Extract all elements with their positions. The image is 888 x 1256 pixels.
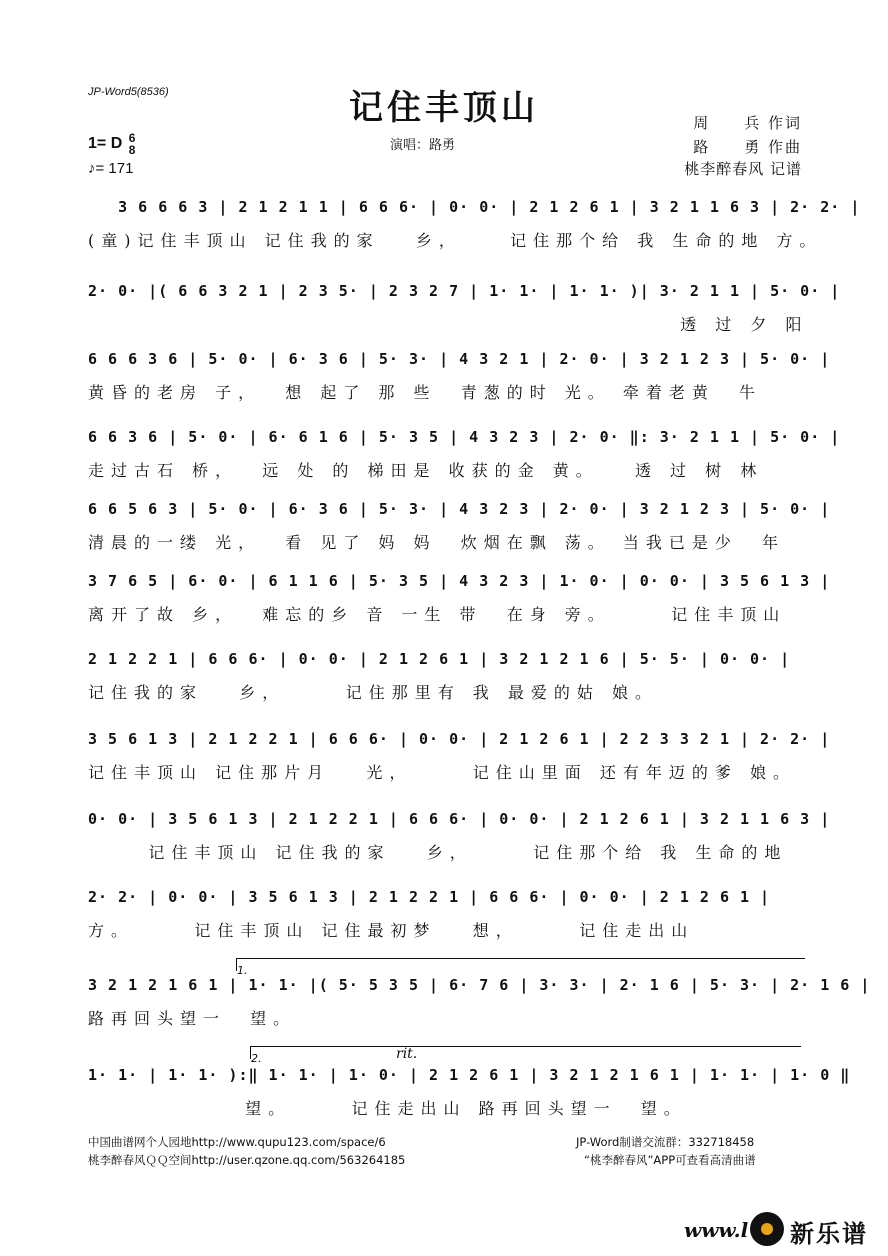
lyrics-line: 透 过 夕 阳 [88, 315, 809, 334]
lyrics-line: (童)记住丰顶山 记住我的家 乡， 记住那个给 我 生命的地 方。 [88, 231, 823, 250]
lyrics-line: 记住我的家 乡， 记住那里有 我 最爱的姑 娘。 [88, 683, 658, 702]
key-label: 1= D [88, 135, 123, 153]
jianpu-notes: 2· 0· |( 6 6 3 2 1 | 2 3 5· | 2 3 2 7 | 1· 1· | 1· 1· )| 3· 2 1 1 | 5· 0· | [88, 282, 841, 300]
score-row [88, 350, 831, 414]
lyrics-line: 黄昏的老房 子， 想 起了 那 些 青葱的时 光。 牵着老黄 牛 [88, 383, 763, 402]
lyrics-line: 望。 记住走出山 路再回头望一 望。 [88, 1099, 687, 1118]
lyrics-line: 方。 记住丰顶山 记住最初梦 想， 记住走出山 [88, 921, 695, 940]
transcriber-credit: 桃李醉春风 记谱 [684, 160, 802, 178]
key-signature [88, 132, 135, 156]
score-row [88, 730, 831, 794]
jianpu-notes: 2· 2· | 0· 0· | 3 5 6 1 3 | 2 1 2 2 1 | 6 6 6· | 0· 0· | 2 1 2 6 1 | [88, 888, 771, 906]
jianpu-notes: 1· 1· | 1· 1· ):‖ 1· 1· | 1· 0· | 2 1 2 6 1 | 3 2 1 2 1 6 1 | 1· 1· | 1· 0 ‖ [88, 1066, 851, 1084]
composer-credit: 路 勇 作曲 [693, 138, 802, 156]
score-row [88, 282, 841, 346]
score-row [88, 650, 808, 714]
second-ending-label: 2. [251, 1052, 262, 1065]
score-row [88, 888, 808, 952]
song-title: 记住丰顶山 [349, 88, 539, 128]
lyrics-line: 记住丰顶山 记住那片月 光， 记住山里面 还有年迈的爹 娘。 [88, 763, 796, 782]
score-row [88, 810, 831, 874]
watermark-url: www.l [684, 1218, 749, 1242]
score-row [88, 500, 831, 564]
footer-group-info: JP-Word制谱交流群：332718458 [576, 1135, 755, 1149]
score-row [88, 572, 831, 636]
footer-link-qzone[interactable]: 桃李醉春风ＱＱ空间http://user.qzone.qq.com/563264185 [88, 1153, 406, 1167]
first-ending-bracket [236, 958, 805, 977]
ritardando-marking: rit. [396, 1046, 418, 1062]
time-signature-top: 6 [128, 131, 136, 145]
lyrics-line: 记住丰顶山 记住我的家 乡， 记住那个给 我 生命的地 [88, 843, 788, 862]
jianpu-notes: 3 5 6 1 3 | 2 1 2 2 1 | 6 6 6· | 0· 0· | 2 1 2 6 1 | 2 2 3 3 2 1 | 2· 2· | [88, 730, 831, 748]
footer-link-qupu[interactable]: 中国曲谱网个人园地http://www.qupu123.com/space/6 [88, 1135, 386, 1149]
jianpu-notes: 0· 0· | 3 5 6 1 3 | 2 1 2 2 1 | 6 6 6· | 0· 0· | 2 1 2 6 1 | 3 2 1 1 6 3 | [88, 810, 831, 828]
jianpu-notes: 3 7 6 5 | 6· 0· | 6 1 1 6 | 5· 3 5 | 4 3 2 3 | 1· 0· | 0· 0· | 3 5 6 1 3 | [88, 572, 831, 590]
second-ending-bracket [250, 1046, 801, 1065]
lyrics-line: 路再回头望一 望。 [88, 1009, 297, 1028]
first-ending-label: 1. [237, 964, 248, 977]
jianpu-notes: 2 1 2 2 1 | 6 6 6· | 0· 0· | 2 1 2 6 1 | 3 2 1 2 1 6 | 5· 5· | 0· 0· | [88, 650, 791, 668]
lyricist-credit: 周 兵 作词 [693, 114, 802, 132]
watermark-site-name: 新乐谱 [790, 1220, 868, 1248]
footer-app-info: “桃李醉春风”APP可查看高清曲谱 [584, 1153, 756, 1167]
jianpu-notes: 3 2 1 2 1 6 1 | 1· 1· |( 5· 5 3 5 | 6· 7 6 | 3· 3· | 2· 1 6 | 5· 3· | 2· 1 6 | [88, 976, 871, 994]
software-version: JP-Word5(8536) [88, 86, 169, 98]
lyrics-line: 离开了故 乡， 难忘的乡 音 一生 带 在身 旁。 记住丰顶山 [88, 605, 787, 624]
vinyl-record-icon [750, 1212, 784, 1246]
singer-credit: 演唱：路勇 [390, 138, 456, 153]
jianpu-notes: 6 6 3 6 | 5· 0· | 6· 6 1 6 | 5· 3 5 | 4 3 2 3 | 2· 0· ‖: 3· 2 1 1 | 5· 0· | [88, 428, 841, 446]
jianpu-notes: 6 6 5 6 3 | 5· 0· | 6· 3 6 | 5· 3· | 4 3 2 3 | 2· 0· | 3 2 1 2 3 | 5· 0· | [88, 500, 831, 518]
score-row [88, 428, 841, 492]
lyrics-line: 走过古石 桥， 远 处 的 梯田是 收获的金 黄。 透 过 树 林 [88, 461, 764, 480]
tempo-marking: ♪= 171 [88, 160, 134, 177]
time-signature-bottom: 8 [128, 143, 136, 157]
score-row [88, 1066, 851, 1130]
score-row [88, 976, 871, 1040]
score-row [88, 198, 861, 262]
jianpu-notes: 3 6 6 6 3 | 2 1 2 1 1 | 6 6 6· | 0· 0· | 2 1 2 6 1 | 3 2 1 1 6 3 | 2· 2· | [88, 198, 861, 216]
lyrics-line: 清晨的一缕 光， 看 见了 妈 妈 炊烟在飘 荡。 当我已是少 年 [88, 533, 786, 552]
time-signature [129, 132, 136, 156]
jianpu-notes: 6 6 6 3 6 | 5· 0· | 6· 3 6 | 5· 3· | 4 3 2 1 | 2· 0· | 3 2 1 2 3 | 5· 0· | [88, 350, 831, 368]
